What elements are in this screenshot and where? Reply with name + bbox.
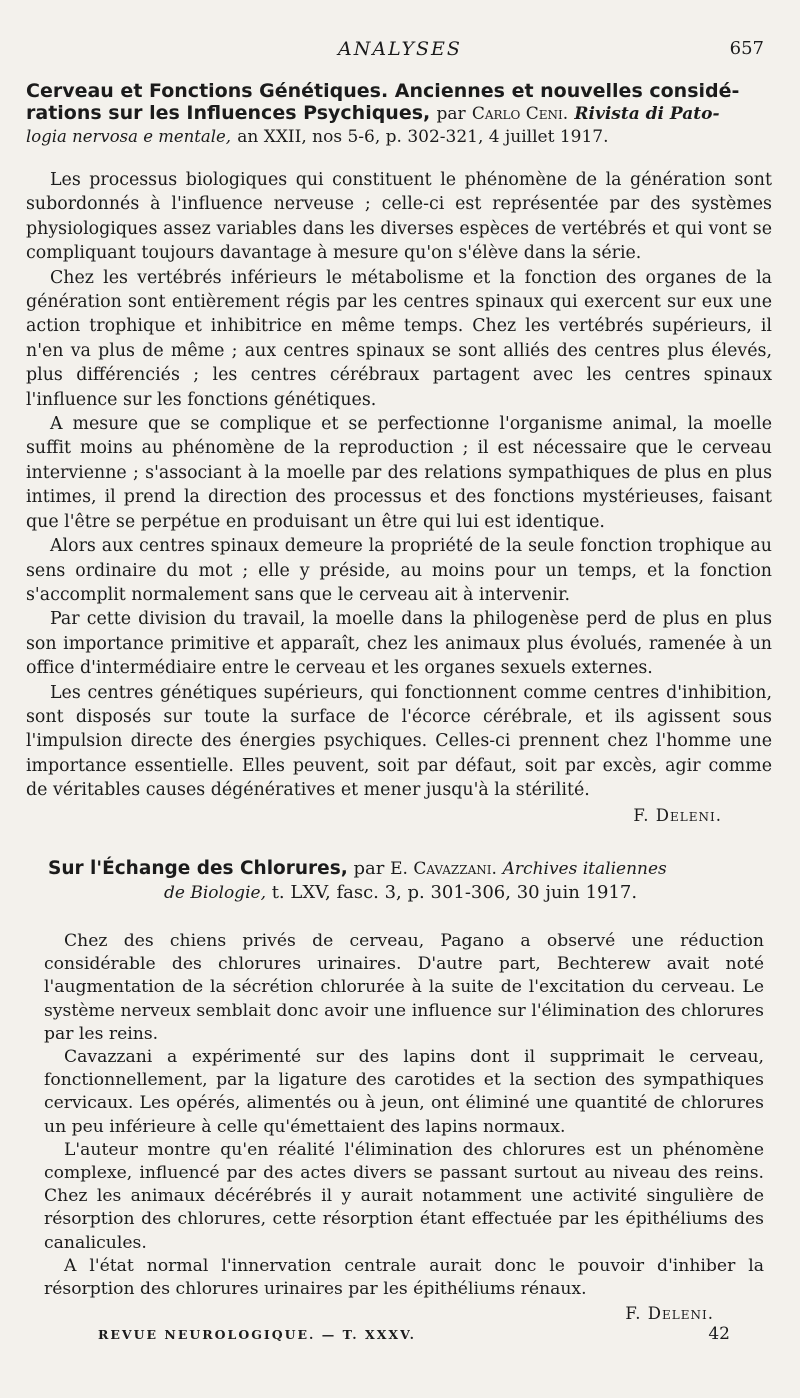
article-2-paragraph: Chez des chiens privés de cerveau, Pagano a observé une réduction considérable des chlorures urinaires. D'autre part, Bechterew avait noté l'augmentation de la sécrétion chlorurée à la suite de l'excitation du cerveau. Le système nerveux semblait donc avoir une influence sur l'élimination des chlorures par les reins.: [44, 931, 764, 1044]
article-1-citation: an XXII, nos 5-6, p. 302-321, 4 juillet 1917.: [237, 127, 609, 147]
article-1-journal: Rivista di Pato-: [574, 104, 720, 124]
article-2-paragraph: A l'état normal l'innervation centrale aurait donc le pouvoir d'inhiber la résorption des chlorures urinaires par les épithéliums rénaux.: [44, 1255, 764, 1300]
article-1-author: Carlo Ceni.: [471, 104, 569, 124]
article-2-by: par: [353, 858, 385, 879]
article-2-signature: F. Deleni.: [625, 1304, 714, 1324]
article-1-title-cont: rations sur les Influences Psychiques,: [26, 102, 431, 124]
article-2-title: Sur l'Échange des Chlorures,: [48, 858, 348, 879]
article-2-title-line-1: [48, 857, 764, 881]
article-1-heading: [26, 80, 770, 148]
article-2-journal: Archives italiennes: [502, 859, 667, 879]
article-2-author: E. Cavazzani.: [390, 859, 497, 879]
article-2-heading: [48, 857, 764, 905]
article-1-by: par: [436, 104, 466, 124]
article-1-paragraph: Les centres génétiques supérieurs, qui fonctionnent comme centres d'inhibition, sont disposés sur toute la surface de l'écorce cérébrale, et ils agissent sous l'impulsion directe des énergies psychiques. Celles-ci prennent chez l'homme une importance essentielle. Elles peuvent, soit par défaut, soit par excès, agir comme de véritables causes dégénératives et mener jusqu'à la stérilité.: [26, 682, 772, 801]
article-1-citation-line: [26, 125, 770, 148]
article-1-title-line-2: [26, 102, 770, 125]
footer-journal-line: REVUE NEUROLOGIQUE. — T. XXXV.: [98, 1327, 416, 1342]
article-1-signature: F. Deleni.: [633, 805, 722, 825]
article-1-paragraph: Par cette division du travail, la moelle dans la philogenèse perd de plus en plus son importance primitive et apparaît, chez les animaux plus évolués, ramenée à un office d'intermédiaire entre le cerveau et les organes sexuels externes.: [26, 609, 772, 679]
footer-folio: 42: [708, 1324, 730, 1344]
running-header: [30, 38, 770, 62]
article-1-paragraph: Les processus biologiques qui constituent le phénomène de la génération sont subordonnés à l'influence nerveuse ; celle-ci est représentée par des systèmes physiologiques assez variables dans les diverses espèces de vertébrés et qui vont se compliquant toujours davantage à mesure qu'on s'élève dans la série.: [26, 170, 772, 264]
article-1-journal-cont: logia nervosa e mentale,: [26, 127, 232, 146]
article-1-paragraph: Alors aux centres spinaux demeure la propriété de la seule fonction trophique au sens ordinaire du mot ; elle y préside, au moins pour un temps, et la fonction s'accomplit normalement sans que le cerveau ait à intervenir.: [26, 536, 772, 605]
page-footer: [98, 1324, 730, 1351]
article-2-journal-cont: de Biologie,: [164, 883, 266, 903]
article-1-title-line-1: [26, 80, 770, 102]
article-1-paragraph: Chez les vertébrés inférieurs le métabolisme et la fonction des organes de la génération sont entièrement régis par les centres spinaux qui exercent sur eux une action trophique et inhibitrice en même temps. Chez les vertébrés supérieurs, il n'en va plus de même ; aux centres spinaux se sont alliés des centres plus élevés, plus différenciés ; les centres cérébraux partagent avec les centres spinaux l'influence sur les fonctions génétiques.: [26, 267, 772, 410]
article-1-paragraph: A mesure que se complique et se perfectionne l'organisme animal, la moelle suffit moins au phénomène de la reproduction ; il est nécessaire que le cerveau intervienne ; s'associant à la moelle par des relations sympathiques de plus en plus intimes, il prend la direction des processus et des fonctions mystérieuses, faisant que l'être se perpétue en produisant un être qui lui est identique.: [26, 414, 772, 532]
article-1-body: [26, 168, 772, 825]
article-2-paragraph: L'auteur montre qu'en réalité l'élimination des chlorures est un phénomène complexe, influencé par des actes divers se passant surtout au niveau des reins. Chez les animaux décérébrés il y aurait notamment une activité singulière de résorption des chlorures, cette résorption étant effectuée par les épithéliums des canalicules.: [44, 1139, 764, 1253]
article-2-title-line-2: [48, 881, 764, 905]
article-2-body: [44, 930, 764, 1323]
article-2-paragraph: Cavazzani a expérimenté sur des lapins dont il supprimait le cerveau, fonctionnellement, par la ligature des carotides et la section des sympathiques cervicaux. Les opérés, alimentés ou à jeun, ont éliminé une quantité de chlorures un peu inférieure à celle qu'émettaient des lapins normaux.: [44, 1047, 764, 1137]
running-title: ANALYSES: [338, 38, 462, 60]
page-number: 657: [729, 38, 764, 59]
article-2-citation: t. LXV, fasc. 3, p. 301-306, 30 juin 1917.: [271, 882, 638, 903]
article-1-title: Cerveau et Fonctions Génétiques. Anciennes et nouvelles considé-: [26, 80, 740, 102]
